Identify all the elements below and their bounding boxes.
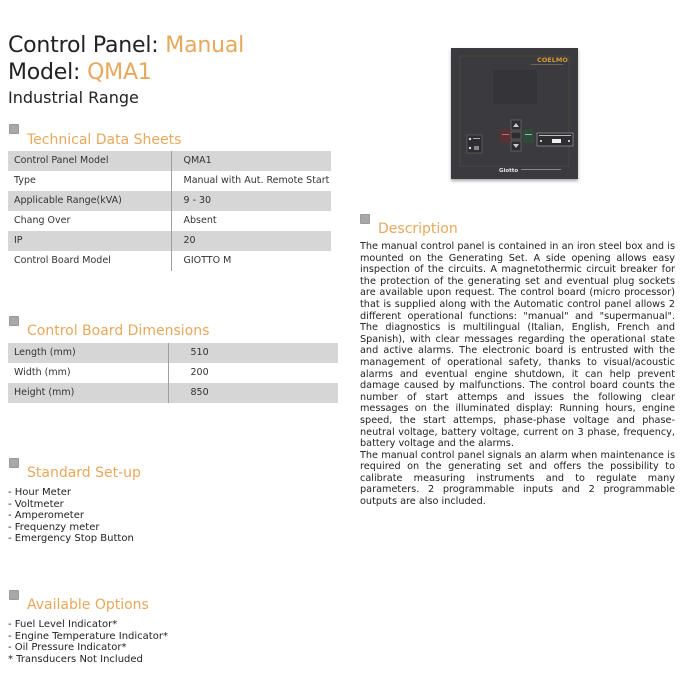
table-cell-value: QMA1 [171,151,331,171]
title-prefix: Control Panel: [8,33,166,58]
table-cell-value: 9 - 30 [171,191,331,211]
section-bullet-icon [9,458,19,468]
model-title [8,60,152,86]
table-row [8,363,338,383]
table-row [8,231,331,251]
table-cell-label: Height (mm) [8,383,168,403]
table-cell-value: Manual with Aut. Remote Start [183,175,330,186]
table-cell-label: Type [8,171,171,191]
table-cell-label: Width (mm) [8,363,168,383]
standard-setup-list [8,487,134,545]
list-item: - Engine Temperature Indicator* [8,630,168,642]
brand-logo: COELMO [537,56,568,64]
section-bullet-icon [9,590,19,600]
list-item: - Voltmeter [8,498,64,510]
table-row [8,191,331,211]
model-prefix: Model: [8,60,88,85]
section-bullet-icon [9,124,19,134]
table-cell-value: 850 [168,383,338,403]
start-button-icon [499,129,512,143]
description-paragraph: The manual control panel signals an alarm when maintenance is required on the generating set and offers the possibility to calibrate measuring instruments and to regulate many parameters. 2 programmable inputs and 2 programmable outputs are also included. [360,449,675,508]
standard-setup-heading: Standard Set-up [27,465,141,481]
description-body [360,241,675,508]
table-cell-value: 510 [168,343,338,363]
available-options-list [8,619,168,665]
table-row [8,383,338,403]
product-image [451,48,578,179]
list-item: - Amperometer [8,510,84,521]
table-cell-value: Absent [183,215,217,226]
table-row [8,343,338,363]
technical-data-heading: Technical Data Sheets [27,132,182,148]
list-item: - Oil Pressure Indicator* [8,642,127,653]
list-item: - Fuel Level Indicator* [8,619,118,630]
table-cell-label: Control Panel Model [8,151,171,171]
controller-name: Giotto [499,168,519,174]
dimensions-table [8,343,338,403]
table-row [8,171,331,191]
title-value: Manual [165,33,245,58]
list-item: - Frequenzy meter [8,521,100,533]
page-subtitle: Industrial Range [8,88,139,107]
model-value: QMA1 [87,60,152,85]
table-cell-value: 200 [190,367,209,378]
table-cell-value: 20 [171,231,331,251]
description-paragraph: The manual control panel is contained in an iron steel box and is mounted on the Generating Set. A side opening allows easy inspection of the circuits. A magnetothermic circuit breaker for the protection of the generating set and eventual plug sockets are available upon request. The control board (micro processor) that is supplied along with the Automatic control panel allows 2 different operational functions: "manual" and "supermanual". The diagnostics is multilingual (Italian, English, French and Spanish), with clear messages regarding the operational state and active alarms. The electronic board is entrusted with the management of operational safety, thanks to visual/acoustic alarms and eventual engine shutdown, it can help prevent damage caused by malfunctions. The control board counts the number of start attemps and issues the following clear messages on the illuminated display: Running hours, engine speed, the start attemps, phase-phase voltage and phase-neutral voltage, battery voltage, current on 3 phase, frequency, battery voltage and the alarms. [360,241,675,450]
table-cell-label: Control Board Model [8,251,171,271]
table-cell-label: Length (mm) [8,343,168,363]
control-panel-illustration [451,48,578,179]
description-heading: Description [378,221,458,237]
table-row [8,211,331,231]
list-item: - Hour Meter [8,487,72,498]
page-title [8,33,244,59]
available-options-heading: Available Options [27,597,149,613]
stop-button-icon [523,129,534,143]
table-cell-label: Applicable Range(kVA) [8,191,171,211]
technical-data-table [8,151,331,271]
table-cell-label: Chang Over [8,211,171,231]
list-item: - Emergency Stop Button [8,533,134,544]
table-row [8,251,331,271]
section-bullet-icon [360,214,370,224]
dimensions-heading: Control Board Dimensions [27,323,210,339]
mode-buttons-icon [467,135,482,153]
table-cell-label: IP [8,231,171,251]
table-row [8,151,331,171]
section-bullet-icon [9,316,19,326]
list-item: * Transducers Not Included [8,653,143,665]
table-cell-value: GIOTTO M [183,255,232,266]
